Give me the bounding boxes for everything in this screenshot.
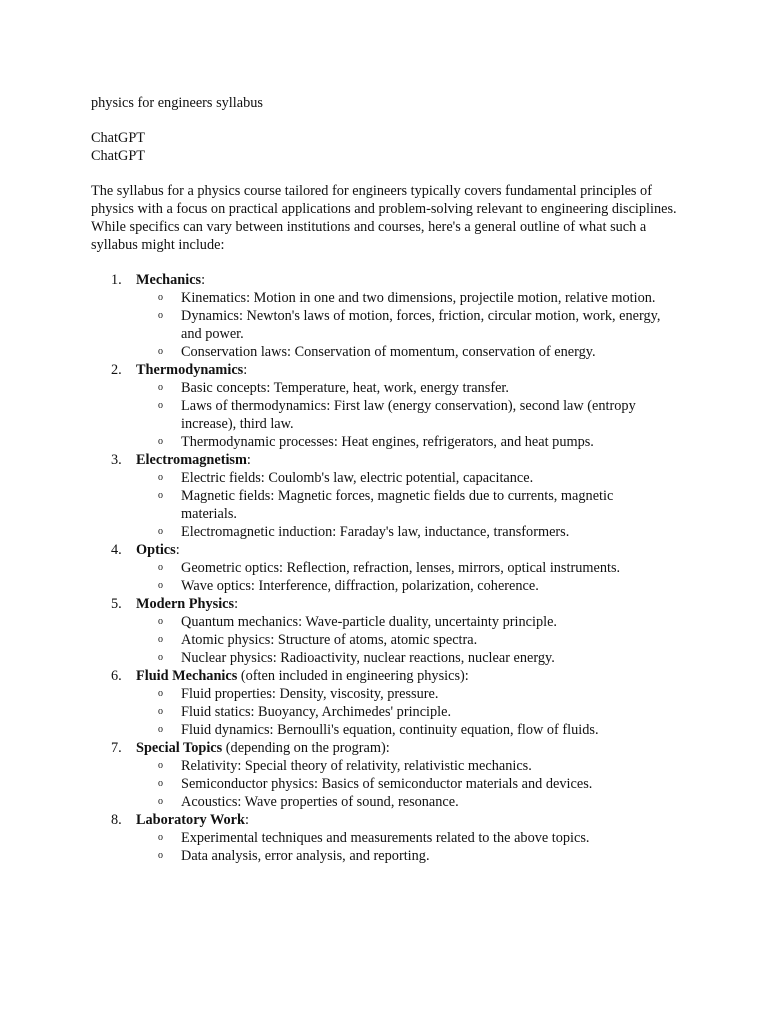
list-item-text: Acoustics: Wave properties of sound, resonance.	[181, 794, 459, 810]
section-heading-suffix: :	[243, 362, 248, 378]
circle-bullet-icon: o	[158, 472, 163, 483]
list-item-text: Relativity: Special theory of relativity, relativistic mechanics.	[181, 758, 532, 774]
document-content	[91, 94, 691, 865]
section-heading-suffix: :	[175, 542, 180, 558]
syllabus-section	[91, 541, 691, 595]
section-heading: Special Topics	[136, 740, 223, 756]
section-heading-suffix: (depending on the program):	[222, 740, 390, 756]
section-heading-suffix: :	[234, 596, 239, 612]
list-item	[136, 631, 661, 649]
section-subitems	[136, 613, 691, 667]
list-item-text: Fluid dynamics: Bernoulli's equation, continuity equation, flow of fluids.	[181, 722, 599, 738]
circle-bullet-icon: o	[158, 796, 163, 807]
section-subitems	[136, 757, 691, 811]
list-item-text: Experimental techniques and measurements related to the above topics.	[181, 830, 590, 846]
list-item-text: Kinematics: Motion in one and two dimensions, projectile motion, relative motion.	[181, 290, 656, 306]
circle-bullet-icon: o	[158, 778, 163, 789]
section-heading-suffix: (often included in engineering physics):	[237, 668, 469, 684]
section-subitems	[136, 559, 691, 595]
circle-bullet-icon: o	[158, 292, 163, 303]
list-item-text: Data analysis, error analysis, and reporting.	[181, 848, 430, 864]
circle-bullet-icon: o	[158, 832, 163, 843]
circle-bullet-icon: o	[158, 706, 163, 717]
author-label: ChatGPT	[91, 130, 146, 146]
circle-bullet-icon: o	[158, 652, 163, 663]
circle-bullet-icon: o	[158, 850, 163, 861]
section-number: 2.	[111, 362, 122, 378]
author-label: ChatGPT	[91, 148, 146, 164]
list-item	[136, 523, 661, 541]
section-number: 3.	[111, 452, 122, 468]
list-item-text: Semiconductor physics: Basics of semiconductor materials and devices.	[181, 776, 593, 792]
syllabus-section	[91, 451, 691, 541]
list-item	[136, 343, 661, 361]
list-item-text: Magnetic fields: Magnetic forces, magnetic fields due to currents, magnetic materials.	[181, 488, 614, 522]
list-item-text: Electric fields: Coulomb's law, electric potential, capacitance.	[181, 470, 534, 486]
syllabus-section	[91, 739, 691, 811]
section-subitems	[136, 379, 691, 451]
list-item-text: Thermodynamic processes: Heat engines, refrigerators, and heat pumps.	[181, 434, 594, 450]
list-item	[136, 307, 661, 343]
list-item	[136, 397, 661, 433]
list-item	[136, 559, 661, 577]
section-subitems	[136, 469, 691, 541]
list-item	[136, 379, 661, 397]
list-item	[136, 721, 661, 739]
author-block	[91, 129, 691, 165]
circle-bullet-icon: o	[158, 724, 163, 735]
section-number: 1.	[111, 272, 122, 288]
list-item	[136, 649, 661, 667]
list-item-text: Dynamics: Newton's laws of motion, forces, friction, circular motion, work, energy, and power.	[181, 308, 661, 342]
list-item-text: Atomic physics: Structure of atoms, atomic spectra.	[181, 632, 478, 648]
circle-bullet-icon: o	[158, 436, 163, 447]
section-subitems	[136, 829, 691, 865]
list-item-text: Basic concepts: Temperature, heat, work, energy transfer.	[181, 380, 509, 396]
circle-bullet-icon: o	[158, 634, 163, 645]
circle-bullet-icon: o	[158, 400, 163, 411]
list-item-text: Fluid statics: Buoyancy, Archimedes' principle.	[181, 704, 452, 720]
list-item-text: Wave optics: Interference, diffraction, polarization, coherence.	[181, 578, 539, 594]
syllabus-section	[91, 595, 691, 667]
list-item-text: Conservation laws: Conservation of momentum, conservation of energy.	[181, 344, 596, 360]
section-heading: Optics	[136, 542, 176, 558]
list-item	[136, 847, 661, 865]
circle-bullet-icon: o	[158, 580, 163, 591]
list-item	[136, 289, 661, 307]
section-heading: Modern Physics	[136, 596, 235, 612]
syllabus-section	[91, 271, 691, 361]
circle-bullet-icon: o	[158, 310, 163, 321]
section-heading: Fluid Mechanics	[136, 668, 238, 684]
list-item	[136, 433, 661, 451]
list-item	[136, 613, 661, 631]
list-item	[136, 757, 661, 775]
circle-bullet-icon: o	[158, 562, 163, 573]
list-item-text: Fluid properties: Density, viscosity, pressure.	[181, 686, 439, 702]
section-heading: Laboratory Work	[136, 812, 245, 828]
section-number: 5.	[111, 596, 122, 612]
list-item-text: Laws of thermodynamics: First law (energy conservation), second law (entropy increase), third law.	[181, 398, 636, 432]
list-item	[136, 469, 661, 487]
circle-bullet-icon: o	[158, 688, 163, 699]
section-heading-suffix: :	[244, 812, 249, 828]
circle-bullet-icon: o	[158, 760, 163, 771]
list-item-text: Electromagnetic induction: Faraday's law, inductance, transformers.	[181, 524, 570, 540]
syllabus-section	[91, 361, 691, 451]
list-item	[136, 793, 661, 811]
syllabus-section	[91, 811, 691, 865]
list-item-text: Geometric optics: Reflection, refraction, lenses, mirrors, optical instruments.	[181, 560, 621, 576]
list-item	[136, 775, 661, 793]
list-item	[136, 829, 661, 847]
circle-bullet-icon: o	[158, 346, 163, 357]
syllabus-section	[91, 667, 691, 739]
section-heading: Thermodynamics	[136, 362, 244, 378]
section-subitems	[136, 289, 691, 361]
list-item	[136, 685, 661, 703]
circle-bullet-icon: o	[158, 526, 163, 537]
section-number: 6.	[111, 668, 122, 684]
syllabus-list	[91, 271, 691, 865]
section-heading-suffix: :	[246, 452, 251, 468]
list-item	[136, 703, 661, 721]
section-number: 8.	[111, 812, 122, 828]
section-heading-suffix: :	[201, 272, 206, 288]
circle-bullet-icon: o	[158, 490, 163, 501]
list-item-text: Nuclear physics: Radioactivity, nuclear reactions, nuclear energy.	[181, 650, 555, 666]
list-item	[136, 487, 661, 523]
list-item	[136, 577, 661, 595]
list-item-text: Quantum mechanics: Wave-particle duality, uncertainty principle.	[181, 614, 557, 630]
intro-paragraph: The syllabus for a physics course tailored for engineers typically covers fundamental principles of physics with a focus on practical applications and problem-solving relevant to engineering disciplines. While specifics can vary between institutions and courses, here's a general outline of what such a syllabus might include:	[91, 183, 677, 253]
section-number: 7.	[111, 740, 122, 756]
query-title: physics for engineers syllabus	[91, 95, 263, 111]
section-heading: Electromagnetism	[136, 452, 247, 468]
circle-bullet-icon: o	[158, 616, 163, 627]
section-heading: Mechanics	[136, 272, 202, 288]
circle-bullet-icon: o	[158, 382, 163, 393]
section-subitems	[136, 685, 691, 739]
section-number: 4.	[111, 542, 122, 558]
